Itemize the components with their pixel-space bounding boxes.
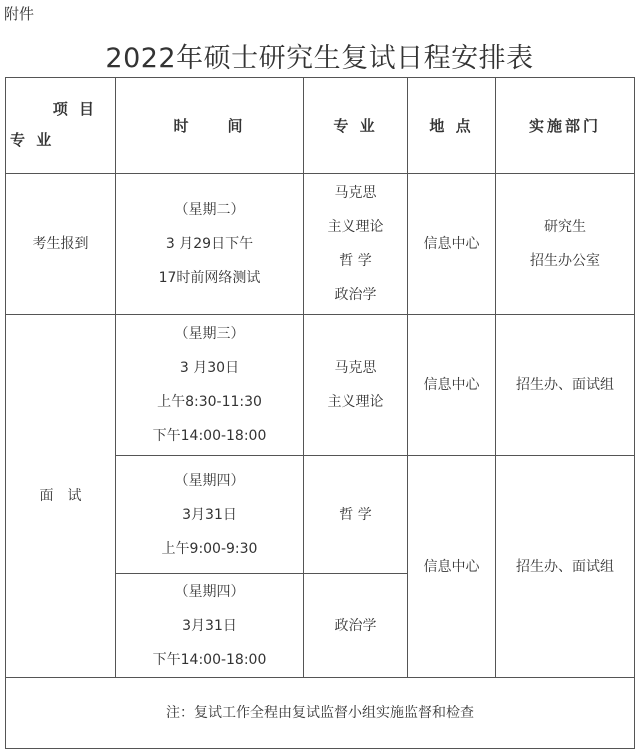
time-line: 上午8:30-11:30 (157, 394, 262, 410)
interview-department-1: 招生办、面试组 (496, 315, 635, 456)
attachment-label: 附件 (4, 5, 35, 23)
time-line: 3月31日 (182, 506, 237, 523)
major-line: 哲 学 (339, 253, 372, 269)
interview-time-3 (116, 574, 304, 678)
page-title: 2022年硕士研究生复试日程安排表 (105, 43, 534, 74)
schedule-table (5, 77, 635, 749)
header-major: 专 业 (304, 78, 408, 174)
interview-time-1 (116, 315, 304, 456)
interview-major-1 (304, 315, 408, 456)
department-line: 研究生 (544, 219, 586, 235)
corner-header (6, 78, 116, 174)
note-row (6, 678, 635, 749)
time-line: 下午14:00-18:00 (152, 651, 267, 668)
major-line: 主义理论 (327, 394, 384, 410)
note-text: 注：复试工作全程由复试监督小组实施监督和检查 (6, 678, 635, 749)
major-line: 马克思 (334, 185, 377, 201)
time-line: （星期二） (174, 202, 245, 218)
registration-row (6, 174, 635, 315)
interview-department-shared: 招生办、面试组 (496, 456, 635, 678)
time-line: （星期四） (174, 583, 245, 600)
time-line: 3 月30日 (179, 360, 240, 376)
time-line: 上午9:00-9:30 (161, 540, 258, 557)
header-department: 实施部门 (496, 78, 635, 174)
registration-time (116, 174, 304, 315)
time-line: 下午14:00-18:00 (152, 428, 267, 444)
interview-location-shared: 信息中心 (408, 456, 496, 678)
department-line: 招生办公室 (530, 253, 600, 269)
time-line: 3 月29日下午 (165, 236, 254, 252)
corner-header-item: 项 目 (52, 100, 97, 118)
time-line: 17时前网络测试 (158, 270, 261, 286)
major-line: 马克思 (334, 360, 377, 376)
registration-department (496, 174, 635, 315)
interview-major-2: 哲 学 (304, 456, 408, 574)
registration-item: 考生报到 (6, 174, 116, 315)
major-line: 政治学 (334, 287, 377, 303)
time-line: 3月31日 (182, 617, 237, 634)
time-line: （星期三） (174, 326, 245, 342)
interview-time-2 (116, 456, 304, 574)
interview-item: 面 试 (6, 315, 116, 678)
registration-location: 信息中心 (408, 174, 496, 315)
header-time: 时 间 (116, 78, 304, 174)
corner-header-major: 专 业 (10, 131, 55, 149)
registration-major (304, 174, 408, 315)
interview-row-1 (6, 315, 635, 456)
major-line: 主义理论 (327, 219, 384, 235)
header-location: 地 点 (408, 78, 496, 174)
header-row (6, 78, 635, 174)
interview-major-3: 政治学 (304, 574, 408, 678)
interview-location-1: 信息中心 (408, 315, 496, 456)
time-line: （星期四） (174, 472, 245, 489)
